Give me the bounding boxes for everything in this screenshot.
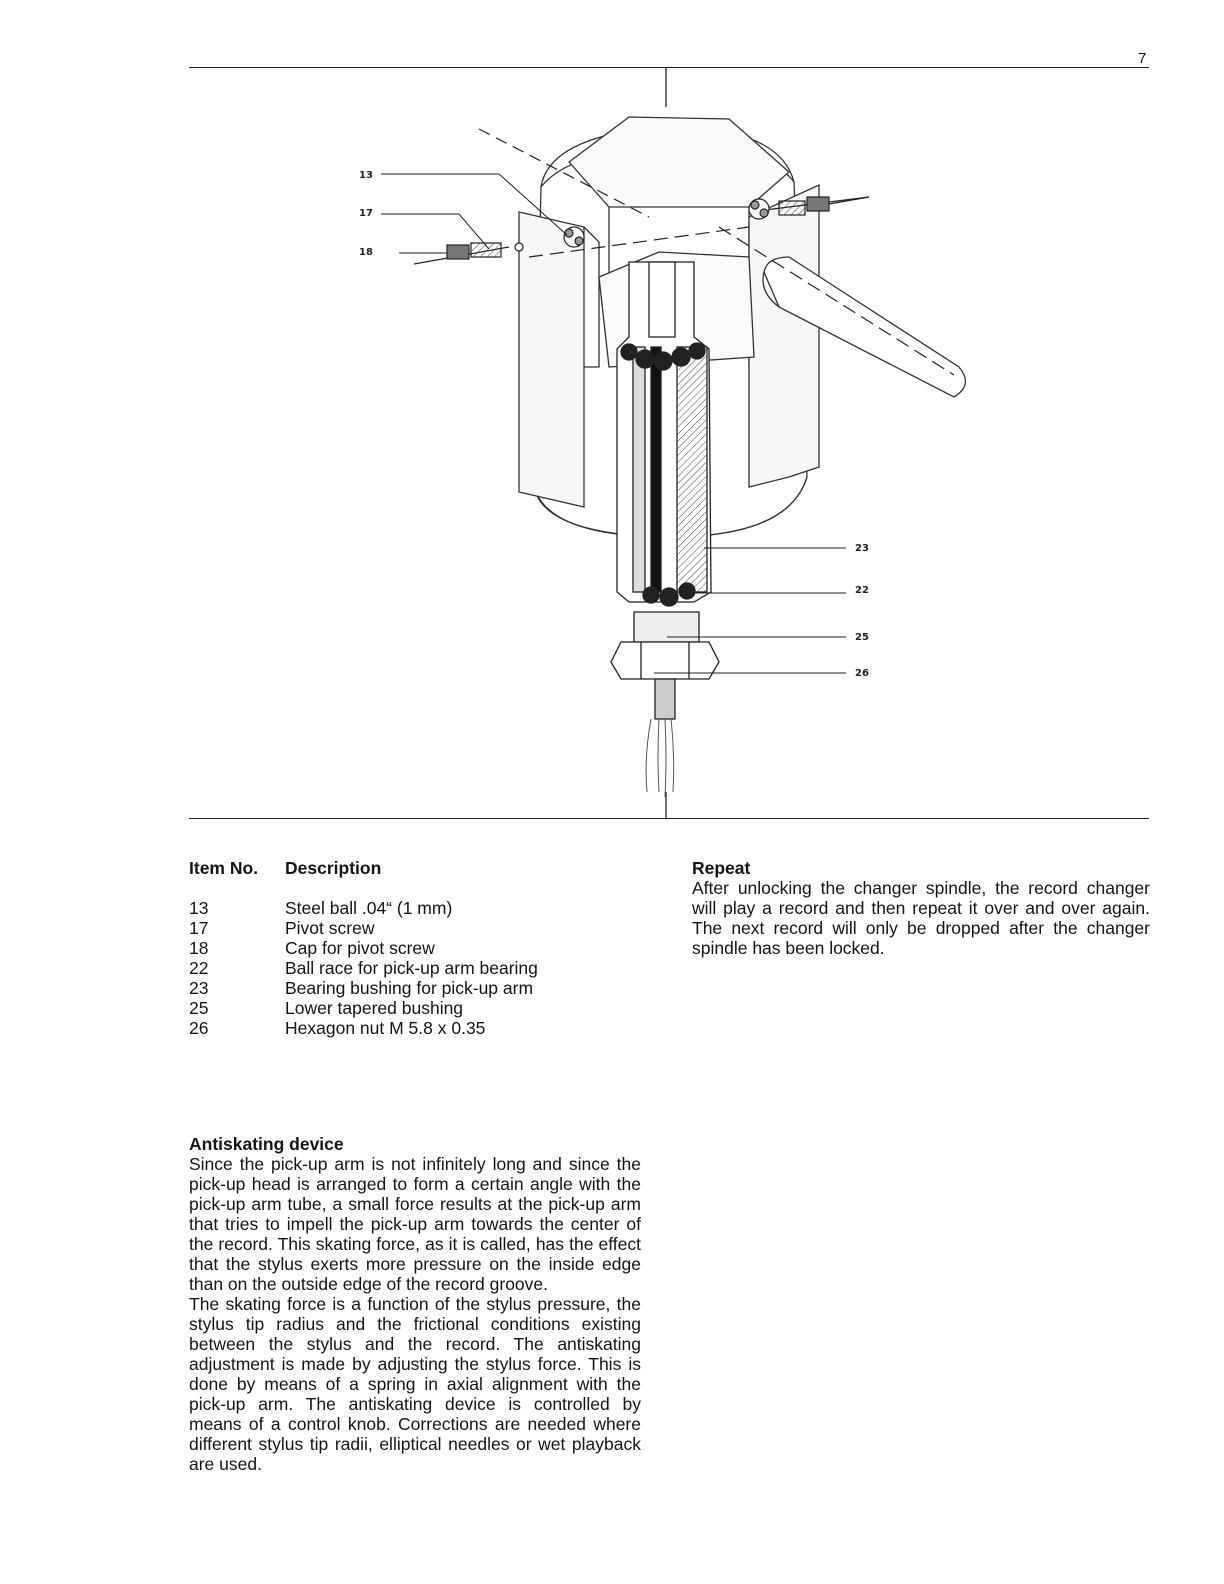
antiskating-title: Antiskating device xyxy=(189,1134,344,1154)
item-number: 13 xyxy=(189,898,209,918)
table-row xyxy=(189,998,649,1018)
callout-23: 23 xyxy=(855,543,869,554)
item-number: 22 xyxy=(189,958,209,978)
parts-table-header xyxy=(189,858,649,878)
item-number: 25 xyxy=(189,998,209,1018)
item-description: Steel ball .04“ (1 mm) xyxy=(285,898,453,918)
item-number: 26 xyxy=(189,1018,209,1038)
callout-26: 26 xyxy=(855,668,869,679)
table-row xyxy=(189,1018,649,1038)
parts-table xyxy=(189,858,649,1038)
table-row xyxy=(189,978,649,998)
item-description: Ball race for pick-up arm bearing xyxy=(285,958,538,978)
header-item-no: Item No. xyxy=(189,858,259,878)
page-number: 7 xyxy=(1138,50,1147,67)
item-description: Hexagon nut M 5.8 x 0.35 xyxy=(285,1018,486,1038)
header-description: Description xyxy=(285,858,382,878)
bottom-rule xyxy=(189,818,1149,819)
item-number: 18 xyxy=(189,938,209,958)
repeat-title: Repeat xyxy=(692,858,751,878)
repeat-section xyxy=(692,858,1150,958)
repeat-body: After unlocking the changer spindle, the record changer will play a record and then repeat it over and over again. The next record will only be dropped after the changer spindle has been locked. xyxy=(692,878,1150,958)
callout-25: 25 xyxy=(855,632,869,643)
antiskating-section xyxy=(189,1134,641,1474)
table-row xyxy=(189,918,649,938)
antiskating-paragraph-2: The skating force is a function of the stylus pressure, the stylus tip radius and the frictional conditions existing between the stylus and the record. The antiskating adjustment is made by adjusting the stylus force. This is done by means of a spring in axial alignment with the pick-up arm. The antiskating device is controlled by means of a control knob. Corrections are needed where different stylus tip radii, elliptical needles or wet playback are used. xyxy=(189,1294,641,1474)
callout-13: 13 xyxy=(359,170,373,181)
item-number: 17 xyxy=(189,918,209,938)
callout-17: 17 xyxy=(359,208,373,219)
table-row xyxy=(189,898,649,918)
item-description: Bearing bushing for pick-up arm xyxy=(285,978,534,998)
table-row xyxy=(189,938,649,958)
table-row xyxy=(189,958,649,978)
pickup-arm-bearing-diagram xyxy=(189,67,1149,819)
item-description: Pivot screw xyxy=(285,918,375,938)
callout-22: 22 xyxy=(855,585,869,596)
item-description: Cap for pivot screw xyxy=(285,938,435,958)
antiskating-paragraph-1: Since the pick-up arm is not infinitely long and since the pick-up head is arranged to form a certain angle with the pick-up arm tube, a small force results at the pick-up arm that tries to impell the pick-up arm towards the center of the record. This skating force, as it is called, has the effect that the stylus exerts more pressure on the inside edge than on the outside edge of the record groove. xyxy=(189,1154,641,1294)
item-number: 23 xyxy=(189,978,209,998)
callout-18: 18 xyxy=(359,247,373,258)
item-description: Lower tapered bushing xyxy=(285,998,464,1018)
